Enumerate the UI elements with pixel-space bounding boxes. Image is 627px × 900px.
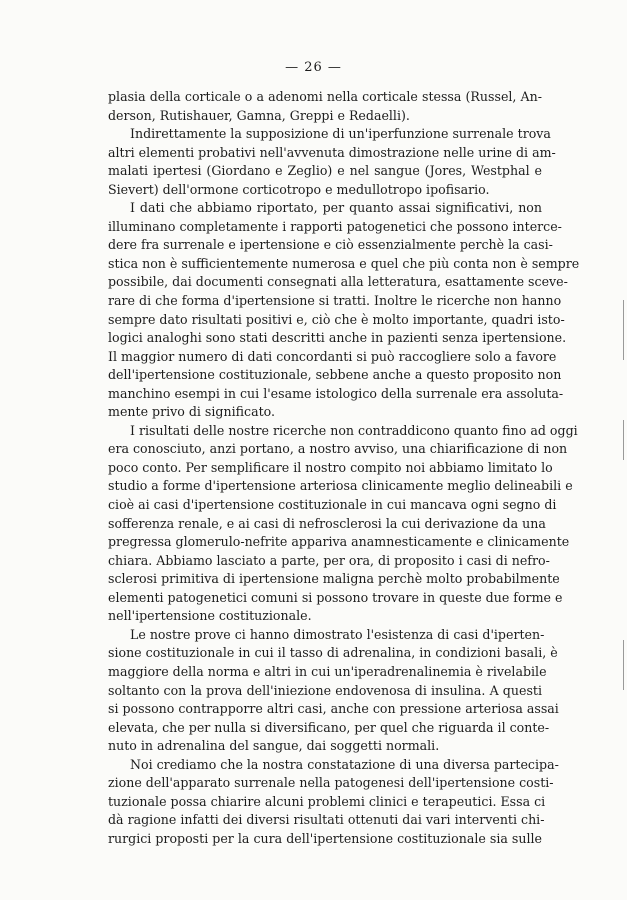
body-text bbox=[108, 88, 580, 848]
paragraph bbox=[108, 626, 559, 756]
text-line: elementi patogenetici comuni si possono trovare in queste due forme e bbox=[108, 589, 563, 605]
text-line: nuto in adrenalina del sangue, dai soggetti normali. bbox=[108, 738, 440, 754]
text-line: maggiore della norma e altri in cui un'iperadrenalinemia è rivelabile bbox=[108, 663, 547, 679]
text-line: I dati che abbiamo riportato, per quanto assai significativi, non bbox=[130, 200, 542, 216]
paragraph bbox=[108, 422, 578, 626]
text-line: illuminano completamente i rapporti patogenetici che possono interce- bbox=[108, 218, 562, 234]
text-line: malati ipertesi (Giordano e Zeglio) e nel sangue (Jores, Westphal e bbox=[108, 163, 542, 179]
text-line: Noi crediamo che la nostra constatazione di una diversa partecipa- bbox=[130, 756, 559, 772]
paragraph bbox=[108, 199, 580, 422]
text-line: dere fra surrenale e ipertensione e ciò essenzialmente perchè la casi- bbox=[108, 237, 553, 253]
text-line: sione costituzionale in cui il tasso di adrenalina, in condizioni basali, è bbox=[108, 645, 558, 661]
text-line: mente privo di significato. bbox=[108, 404, 276, 420]
text-line: studio a forme d'ipertensione arteriosa clinicamente meglio delineabili e bbox=[108, 478, 573, 494]
text-line: dell'ipertensione costituzionale, sebbene anche a questo proposito non bbox=[108, 367, 562, 383]
text-line: era conosciuto, anzi portano, a nostro avviso, una chiarificazione di non bbox=[108, 441, 568, 457]
paragraph bbox=[108, 756, 559, 849]
text-line: possibile, dai documenti consegnati alla letteratura, esattamente sceve- bbox=[108, 274, 568, 290]
text-line: tuzionale possa chiarire alcuni problemi clinici e terapeutici. Essa ci bbox=[108, 793, 546, 809]
text-line: altri elementi probativi nell'avvenuta dimostrazione nelle urine di am- bbox=[108, 144, 556, 160]
text-line: Sievert) dell'ormone corticotropo e medullotropo ipofisario. bbox=[108, 181, 490, 197]
text-line: zione dell'apparato surrenale nella patogenesi dell'ipertensione costi- bbox=[108, 775, 554, 791]
text-line: derson, Rutishauer, Gamna, Greppi e Redaelli). bbox=[108, 107, 410, 123]
text-line: rare di che forma d'ipertensione si tratti. Inoltre le ricerche non hanno bbox=[108, 293, 562, 309]
text-line: plasia della corticale o a adenomi nella corticale stessa (Russel, An- bbox=[108, 89, 542, 104]
paragraph bbox=[108, 125, 556, 199]
text-line: Indirettamente la supposizione di un'iperfunzione surrenale trova bbox=[130, 126, 551, 142]
text-line: soltanto con la prova dell'iniezione endovenosa di insulina. A questi bbox=[108, 682, 542, 698]
page-edge-mark bbox=[623, 300, 624, 360]
text-line: si possono contrapporre altri casi, anche con pressione arteriosa assai bbox=[108, 701, 559, 717]
text-line: sofferenza renale, e ai casi di nefrosclerosi la cui derivazione da una bbox=[108, 515, 546, 531]
text-line: pregressa glomerulo-nefrite appariva anamnesticamente e clinicamente bbox=[108, 534, 570, 550]
page-number: — 26 — bbox=[285, 60, 342, 75]
text-line: Le nostre prove ci hanno dimostrato l'esistenza di casi d'iperten- bbox=[130, 626, 545, 642]
page-edge-mark bbox=[623, 420, 624, 460]
page-edge-mark bbox=[623, 640, 624, 690]
text-line: poco conto. Per semplificare il nostro compito noi abbiamo limitato lo bbox=[108, 459, 553, 475]
text-line: stica non è sufficientemente numerosa e quel che più conta non è sempre bbox=[108, 255, 580, 271]
text-line: dà ragione infatti dei diversi risultati ottenuti dai vari interventi chi- bbox=[108, 812, 545, 828]
text-line: logici analoghi sono stati descritti anche in pazienti senza ipertensione. bbox=[108, 330, 567, 346]
text-line: rurgici proposti per la cura dell'ipertensione costituzionale sia sulle bbox=[108, 830, 542, 846]
text-line: Il maggior numero di dati concordanti si può raccogliere solo a favore bbox=[108, 348, 557, 364]
text-line: sclerosi primitiva di ipertensione maligna perchè molto probabilmente bbox=[108, 571, 560, 587]
text-line: elevata, che per nulla si diversificano, per quel che riguarda il conte- bbox=[108, 719, 550, 735]
paragraph bbox=[108, 88, 542, 125]
text-line: sempre dato risultati positivi e, ciò che è molto importante, quadri isto- bbox=[108, 311, 565, 327]
text-line: manchino esempi in cui l'esame istologico della surrenale era assoluta- bbox=[108, 385, 564, 401]
text-line: I risultati delle nostre ricerche non contraddicono quanto fino ad oggi bbox=[130, 422, 578, 438]
text-line: nell'ipertensione costituzionale. bbox=[108, 608, 312, 624]
text-line: cioè ai casi d'ipertensione costituzionale in cui mancava ogni segno di bbox=[108, 497, 557, 513]
text-line: chiara. Abbiamo lasciato a parte, per ora, di proposito i casi di nefro- bbox=[108, 552, 550, 568]
